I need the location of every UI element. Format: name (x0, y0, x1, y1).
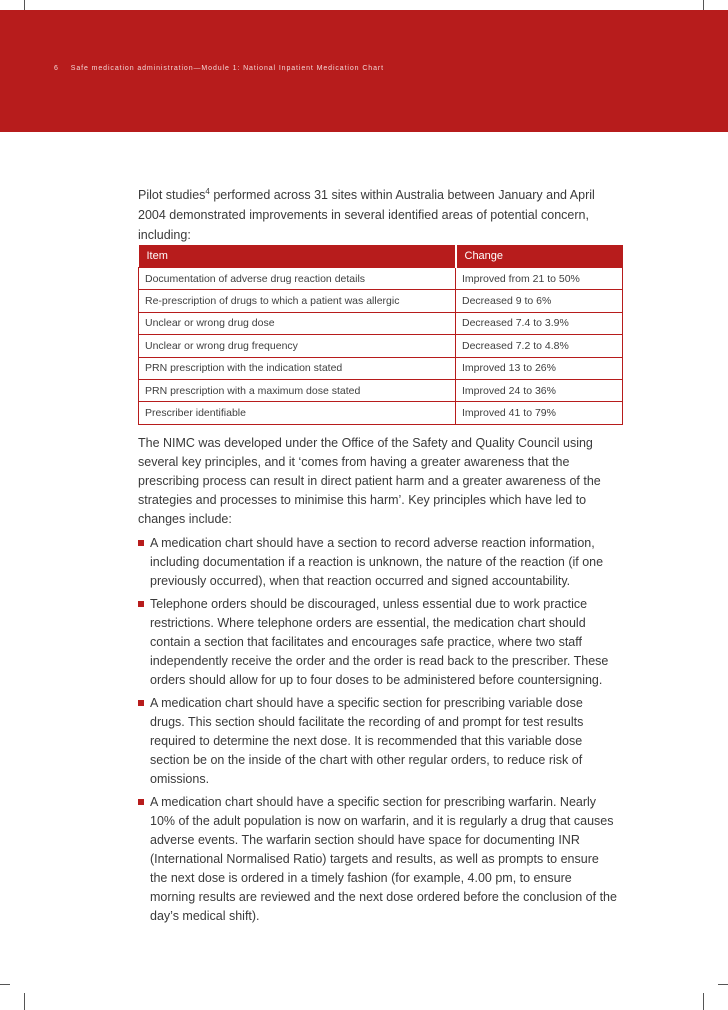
table-cell-change: Decreased 7.4 to 3.9% (456, 312, 623, 334)
table-row (139, 379, 623, 401)
table-cell-change: Improved 41 to 79% (456, 402, 623, 424)
square-bullet-icon (138, 700, 144, 706)
list-item (138, 595, 618, 690)
table-cell-change: Decreased 9 to 6% (456, 290, 623, 312)
principles-paragraph: The NIMC was developed under the Office of the Safety and Quality Council using several key principles, and it ‘comes from having a greater awareness that the prescribing process can result in direct patient harm and a greater awareness of the strategies and processes to minimise this harm’. Key principles which have led to changes include: (138, 436, 601, 526)
list-item (138, 694, 618, 789)
intro-text-end: performed across 31 sites within Australia between January and April 2004 demonstrated improvements in several identified areas of potential concern, including: (138, 188, 595, 243)
list-item-text: Telephone orders should be discouraged, unless essential due to work practice restrictions. Where telephone orders are essential, the medication chart should contain a section that facilitates and encourages safe practice, where two staff independently receive the order and the order is read back to the prescriber. These orders should allow for up to four doses to be administered before countersigning. (150, 597, 609, 687)
list-item (138, 793, 618, 926)
intro-paragraph (138, 182, 613, 245)
table-cell-item: Re-prescription of drugs to which a patient was allergic (139, 290, 456, 312)
table-cell-item: Unclear or wrong drug frequency (139, 335, 456, 357)
results-table (138, 245, 623, 425)
table-row (139, 402, 623, 424)
table-cell-item: Unclear or wrong drug dose (139, 312, 456, 334)
column-header-item: Item (139, 245, 456, 268)
table-cell-item: Documentation of adverse drug reaction details (139, 268, 456, 290)
table-cell-item: Prescriber identifiable (139, 402, 456, 424)
crop-mark (0, 984, 10, 985)
body-text (138, 434, 618, 930)
column-header-change: Change (456, 245, 623, 268)
running-head (54, 65, 384, 72)
table-row (139, 290, 623, 312)
table-cell-change: Improved from 21 to 50% (456, 268, 623, 290)
footnote-ref: 4 (205, 187, 210, 196)
square-bullet-icon (138, 601, 144, 607)
table-cell-item: PRN prescription with the indication stated (139, 357, 456, 379)
list-item-text: A medication chart should have a section to record adverse reaction information, including documentation if a reaction is unknown, the nature of the reaction (if one previously occurred), when that reaction occurred and signed accountability. (150, 536, 604, 588)
table-cell-change: Decreased 7.2 to 4.8% (456, 335, 623, 357)
table-row (139, 312, 623, 334)
table-row (139, 357, 623, 379)
square-bullet-icon (138, 540, 144, 546)
table-cell-item: PRN prescription with a maximum dose stated (139, 379, 456, 401)
principles-list (138, 534, 618, 926)
crop-mark (24, 993, 25, 1010)
intro-text-start: Pilot studies (138, 188, 206, 203)
table-row (139, 335, 623, 357)
table-row (139, 268, 623, 290)
page-number: 6 (54, 65, 59, 72)
crop-mark (718, 984, 728, 985)
square-bullet-icon (138, 799, 144, 805)
table-cell-change: Improved 24 to 36% (456, 379, 623, 401)
table-cell-change: Improved 13 to 26% (456, 357, 623, 379)
list-item-text: A medication chart should have a specific section for prescribing warfarin. Nearly 10% of the adult population is now on warfarin, and it is regularly a drug that causes adverse events. The warfarin section should have space for documenting INR (International Normalised Ratio) targets and results, as well as prompts to ensure the next dose is ordered in a timely fashion (for example, 4.00 pm, to ensure morning results are reviewed and the next dose ordered before the conclusion of the day’s medical shift). (150, 795, 617, 923)
crop-mark (703, 993, 704, 1010)
running-title: Safe medication administration—Module 1: National Inpatient Medication Chart (70, 65, 384, 72)
list-item-text: A medication chart should have a specific section for prescribing variable dose drugs. This section should facilitate the recording of and prompt for test results required to determine the next dose. It is recommended that this variable dose section be on the inside of the chart with other regular orders, to reduce risk of omissions. (150, 696, 584, 786)
table-header-row (139, 245, 623, 268)
list-item (138, 534, 618, 591)
